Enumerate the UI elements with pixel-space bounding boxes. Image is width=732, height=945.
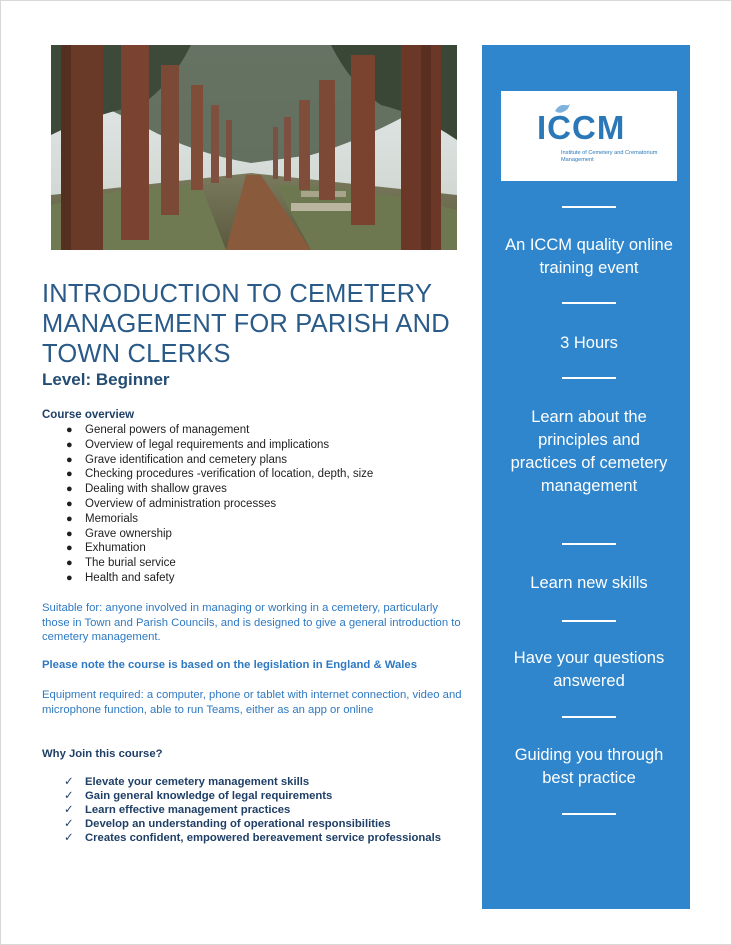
list-item: ● The burial service [66,557,176,570]
course-level: Level: Beginner [42,370,170,389]
sidebar-divider [562,377,616,379]
sidebar-divider [562,206,616,208]
check-icon: ✓ [64,832,74,844]
list-item: ✓ Develop an understanding of operational responsibilities [64,818,391,830]
info-sidebar [482,45,690,909]
list-item: ● Exhumation [66,542,146,555]
sidebar-divider [562,302,616,304]
overview-list [42,423,373,586]
bullet-icon: ● [66,424,73,436]
list-item: ● Dealing with shallow graves [66,483,227,496]
sidebar-divider [562,620,616,622]
list-item: ● Health and safety [66,571,175,584]
why-join-heading: Why Join this course? [42,748,163,760]
list-item: ● Grave identification and cemetery plans [66,453,287,466]
bullet-icon: ● [66,571,73,584]
list-item: ● Overview of administration processes [66,497,277,510]
list-item: ✓ Gain general knowledge of legal requirements [64,790,333,802]
sidebar-divider [562,716,616,718]
sidebar-quality-text: An ICCM quality online training event [505,236,673,277]
sidebar-divider [562,543,616,545]
bullet-icon: ● [66,512,73,525]
sidebar-divider [562,813,616,815]
overview-heading: Course overview [42,409,135,421]
bullet-icon: ● [66,483,73,496]
sidebar-guidance-text: Guiding you through best practice [514,746,664,787]
bullet-icon: ● [66,468,73,481]
iccm-logo [501,91,677,181]
list-item: ● Checking procedures -verification of location, depth, size [66,468,374,481]
page-title: INTRODUCTION TO CEMETERY MANAGEMENT FOR PARISH AND TOWN CLERKS [42,280,450,368]
sidebar-questions-text: Have your questions answered [513,649,665,690]
list-item: ✓ Creates confident, empowered bereavement service professionals [64,832,441,844]
why-join-list [42,775,441,845]
sidebar-learn-text: Learn about the principles and practices of cemetery management [510,408,668,495]
check-icon: ✓ [64,818,74,830]
list-item: ● Memorials [66,512,139,525]
legislation-note: Please note the course is based on the legislation in England & Wales [42,659,417,671]
bullet-icon: ● [66,542,73,555]
bullet-icon: ● [66,527,73,540]
list-item: ● Overview of legal requirements and implications [66,438,330,451]
list-item: ✓ Elevate your cemetery management skills [64,776,310,788]
logo-subtitle: Institute of Cemetery and Crematorium Management [561,150,658,163]
bullet-icon: ● [66,497,73,510]
list-item: ✓ Learn effective management practices [64,804,291,816]
sidebar-duration-text: 3 Hours [560,334,618,352]
sidebar-skills-text: Learn new skills [530,574,648,592]
bullet-icon: ● [66,557,73,570]
check-icon: ✓ [64,776,74,788]
check-icon: ✓ [64,790,74,802]
equipment-text: Equipment required: a computer, phone or tablet with internet connection, video and microphone function, able to run Teams, either as an app or online [42,689,462,716]
bullet-icon: ● [66,453,73,466]
logo-wordmark: ICCM [537,109,626,146]
bullet-icon: ● [66,438,73,451]
suitable-for-text: Suitable for: anyone involved in managing or working in a cemetery, particularly those in Town and Parish Councils, and is designed to give a general introduction to cemetery management. [42,602,461,644]
list-item: ● Grave ownership [66,527,172,540]
list-item: ● General powers of management [66,424,250,436]
hero-photo [51,45,457,250]
check-icon: ✓ [64,804,74,816]
